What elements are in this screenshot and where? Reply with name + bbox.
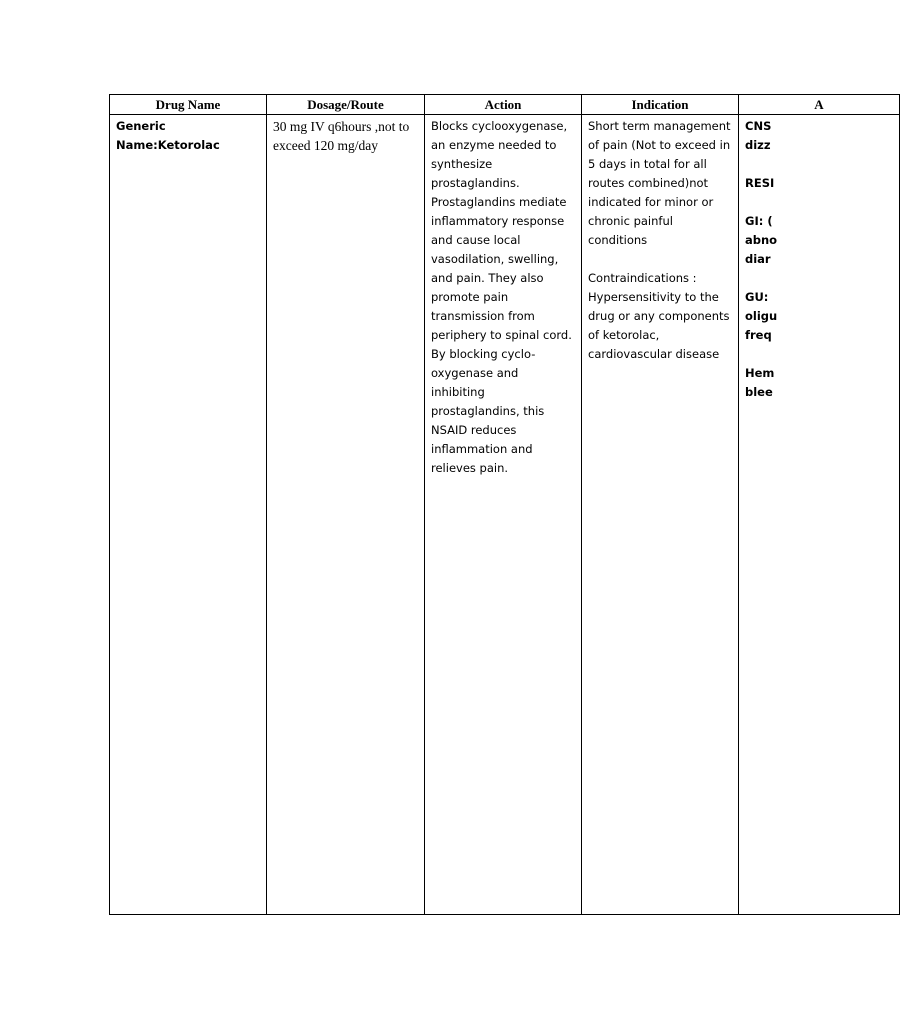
- adverse-hem: Hem: [745, 366, 775, 380]
- adverse-gi: GI: (: [745, 214, 773, 228]
- header-action: Action: [425, 95, 582, 115]
- adverse-gu: GU:: [745, 290, 769, 304]
- contraindications-text: Contraindications : Hypersensitivity to the drug or any components of ketorolac, cardiovascular disease: [588, 271, 730, 361]
- cell-dosage-route: 30 mg IV q6hours ,not to exceed 120 mg/day: [267, 115, 425, 915]
- header-row: [110, 95, 900, 115]
- adverse-hem-detail: blee: [745, 385, 773, 399]
- header-indication: Indication: [582, 95, 739, 115]
- header-dosage-route: Dosage/Route: [267, 95, 425, 115]
- header-adverse: A: [739, 95, 900, 115]
- drug-card-table: [109, 94, 900, 915]
- adverse-gi-detail-2: diar: [745, 252, 771, 266]
- cell-drug-name: Generic Name:Ketorolac: [110, 115, 267, 915]
- adverse-spacer: [745, 345, 893, 364]
- adverse-gi-detail-1: abno: [745, 233, 778, 247]
- indication-spacer: [588, 250, 732, 269]
- header-drug-name: Drug Name: [110, 95, 267, 115]
- adverse-spacer: [745, 155, 893, 174]
- adverse-resp: RESI: [745, 176, 775, 190]
- adverse-gu-detail-1: oligu: [745, 309, 778, 323]
- cell-adverse: [739, 115, 900, 915]
- indication-text: Short term management of pain (Not to exceed in 5 days in total for all routes combined)not indicated for minor or chronic painful conditions: [588, 119, 731, 247]
- adverse-cns-detail: dizz: [745, 138, 771, 152]
- cell-action: Blocks cyclooxygenase, an enzyme needed to synthesize prostaglandins. Prostaglandins mediate inflammatory response and cause local vasodilation, swelling, and pain. They also promote pain transmission from periphery to spinal cord. By blocking cyclo-oxygenase and inhibiting prostaglandins, this NSAID reduces inflammation and relieves pain.: [425, 115, 582, 915]
- adverse-spacer: [745, 193, 893, 212]
- cell-indication: [582, 115, 739, 915]
- table-row: [110, 115, 900, 915]
- adverse-cns: CNS: [745, 119, 772, 133]
- adverse-gu-detail-2: freq: [745, 328, 772, 342]
- adverse-spacer: [745, 269, 893, 288]
